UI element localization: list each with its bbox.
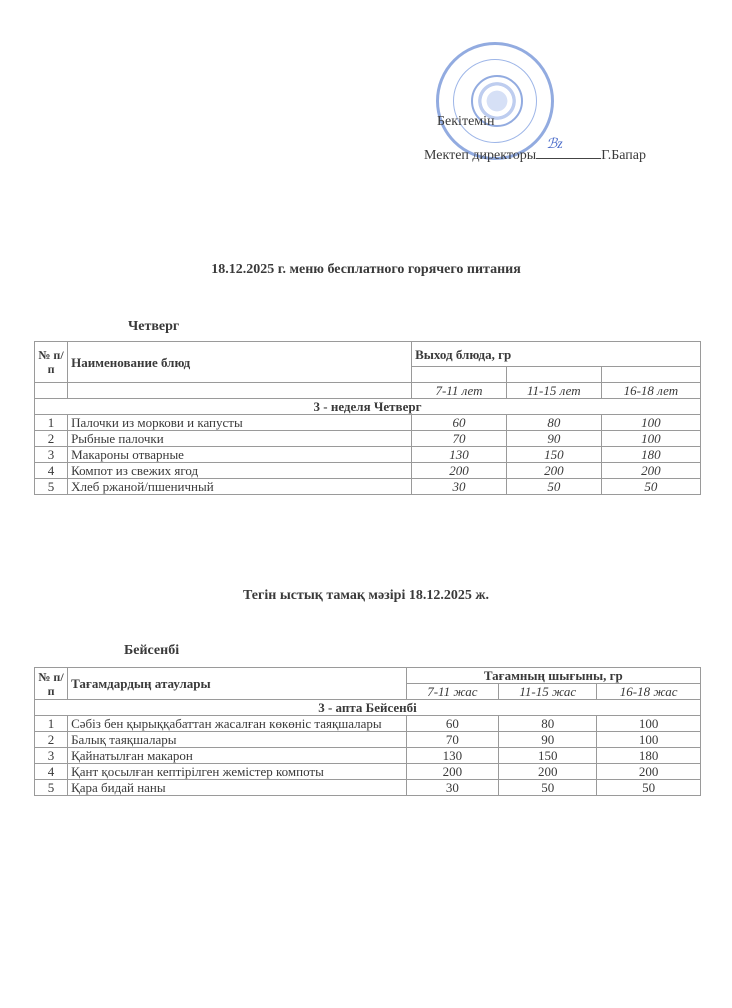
portion-value: 200 bbox=[412, 463, 507, 479]
age-group-header: 11-15 лет bbox=[506, 383, 601, 399]
portion-value: 80 bbox=[499, 716, 597, 732]
official-stamp bbox=[436, 42, 554, 160]
director-name: Г.Бапар bbox=[601, 148, 647, 163]
portion-value: 70 bbox=[406, 732, 499, 748]
portion-value: 130 bbox=[412, 447, 507, 463]
table-row bbox=[35, 431, 701, 447]
table-row bbox=[35, 415, 701, 431]
portion-value: 180 bbox=[601, 447, 700, 463]
portion-value: 60 bbox=[412, 415, 507, 431]
kz-menu-table bbox=[34, 667, 701, 796]
row-num: 2 bbox=[35, 431, 68, 447]
portion-value: 50 bbox=[506, 479, 601, 495]
portion-value: 90 bbox=[506, 431, 601, 447]
ru-menu-title: 18.12.2025 г. меню бесплатного горячего питания bbox=[211, 262, 521, 277]
row-num: 1 bbox=[35, 716, 68, 732]
row-num: 3 bbox=[35, 748, 68, 764]
age-group-header: 16-18 лет bbox=[601, 383, 700, 399]
row-num: 4 bbox=[35, 764, 68, 780]
portion-value: 30 bbox=[412, 479, 507, 495]
col-name-header: Тағамдардың атаулары bbox=[68, 668, 407, 700]
signature: ℬz bbox=[546, 137, 563, 152]
portion-value: 80 bbox=[506, 415, 601, 431]
kz-day-label: Бейсенбі bbox=[124, 643, 180, 658]
week-label: 3 - апта Бейсенбі bbox=[35, 700, 701, 716]
row-num: 5 bbox=[35, 479, 68, 495]
portion-value: 180 bbox=[597, 748, 701, 764]
table-row bbox=[35, 479, 701, 495]
portion-value: 100 bbox=[597, 716, 701, 732]
portion-value: 60 bbox=[406, 716, 499, 732]
table-row bbox=[35, 764, 701, 780]
portion-value: 100 bbox=[601, 431, 700, 447]
table-row bbox=[35, 732, 701, 748]
portion-value: 150 bbox=[506, 447, 601, 463]
portion-value: 200 bbox=[499, 764, 597, 780]
age-group-header: 11-15 жас bbox=[499, 684, 597, 700]
portion-value: 50 bbox=[597, 780, 701, 796]
row-num: 4 bbox=[35, 463, 68, 479]
director-signature-line bbox=[424, 137, 647, 164]
col-num-header: № п/п bbox=[35, 342, 68, 383]
table-row bbox=[35, 748, 701, 764]
dish-name: Сәбіз бен қырыққабаттан жасалған көкөніс таяқшалары bbox=[68, 716, 407, 732]
dish-name: Балық таяқшалары bbox=[68, 732, 407, 748]
kz-menu-title: Тегін ыстық тамақ мәзірі 18.12.2025 ж. bbox=[243, 588, 489, 603]
week-label: 3 - неделя Четверг bbox=[35, 399, 701, 415]
table-row bbox=[35, 463, 701, 479]
dish-name: Макароны отварные bbox=[68, 447, 412, 463]
age-group-header: 16-18 жас bbox=[597, 684, 701, 700]
col-output-header: Выход блюда, гр bbox=[412, 342, 701, 367]
portion-value: 130 bbox=[406, 748, 499, 764]
portion-value: 70 bbox=[412, 431, 507, 447]
table-row bbox=[35, 447, 701, 463]
row-num: 3 bbox=[35, 447, 68, 463]
dish-name: Компот из свежих ягод bbox=[68, 463, 412, 479]
row-num: 2 bbox=[35, 732, 68, 748]
portion-value: 200 bbox=[597, 764, 701, 780]
portion-value: 200 bbox=[601, 463, 700, 479]
table-row bbox=[35, 716, 701, 732]
portion-value: 50 bbox=[499, 780, 597, 796]
portion-value: 50 bbox=[601, 479, 700, 495]
row-num: 5 bbox=[35, 780, 68, 796]
ru-menu-table bbox=[34, 341, 701, 495]
col-output-header: Тағамның шығыны, гр bbox=[406, 668, 700, 684]
director-label: Мектеп директоры bbox=[424, 148, 537, 163]
portion-value: 200 bbox=[506, 463, 601, 479]
portion-value: 100 bbox=[597, 732, 701, 748]
dish-name: Хлеб ржаной/пшеничный bbox=[68, 479, 412, 495]
dish-name: Палочки из моркови и капусты bbox=[68, 415, 412, 431]
dish-name: Қант қосылған кептірілген жемістер компоты bbox=[68, 764, 407, 780]
dish-name: Рыбные палочки bbox=[68, 431, 412, 447]
col-num-header: № п/п bbox=[35, 668, 68, 700]
approval-label: Бекітемін bbox=[437, 114, 495, 129]
age-group-header: 7-11 лет bbox=[412, 383, 507, 399]
portion-value: 100 bbox=[601, 415, 700, 431]
col-name-header: Наименование блюд bbox=[68, 342, 412, 383]
dish-name: Қайнатылған макарон bbox=[68, 748, 407, 764]
portion-value: 200 bbox=[406, 764, 499, 780]
portion-value: 90 bbox=[499, 732, 597, 748]
age-group-header: 7-11 жас bbox=[406, 684, 499, 700]
portion-value: 30 bbox=[406, 780, 499, 796]
row-num: 1 bbox=[35, 415, 68, 431]
table-row bbox=[35, 780, 701, 796]
portion-value: 150 bbox=[499, 748, 597, 764]
ru-day-label: Четверг bbox=[128, 319, 180, 334]
dish-name: Қара бидай наны bbox=[68, 780, 407, 796]
signature-line bbox=[536, 137, 601, 159]
